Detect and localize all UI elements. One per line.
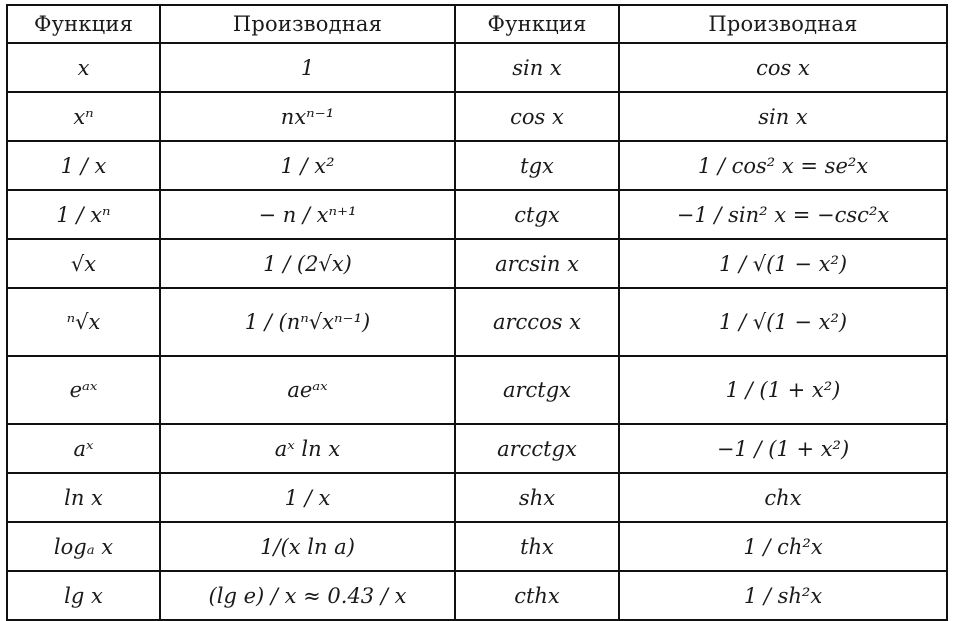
function-cell: thx (455, 522, 619, 571)
derivative-cell: aeᵃˣ (160, 356, 455, 424)
function-cell: cthx (455, 571, 619, 620)
function-cell: arcctgx (455, 424, 619, 473)
function-cell: 1 / xⁿ (7, 190, 160, 239)
derivative-cell: aˣ ln x (160, 424, 455, 473)
header-function: Функция (7, 5, 160, 43)
function-cell: shx (455, 473, 619, 522)
table-row (7, 239, 947, 288)
derivative-cell: sin x (619, 92, 947, 141)
table-row (7, 288, 947, 356)
derivative-cell: cos x (619, 43, 947, 92)
derivative-cell: 1 / (1 + x²) (619, 356, 947, 424)
derivative-cell: 1 / (2√x) (160, 239, 455, 288)
function-cell: tgx (455, 141, 619, 190)
table-row (7, 43, 947, 92)
derivative-cell: 1 (160, 43, 455, 92)
derivative-cell: 1 / (nⁿ√xⁿ⁻¹) (160, 288, 455, 356)
header-derivative: Производная (619, 5, 947, 43)
function-cell: x (7, 43, 160, 92)
table-row (7, 473, 947, 522)
derivative-cell: 1 / cos² x = se²x (619, 141, 947, 190)
table-row (7, 571, 947, 620)
table-row (7, 424, 947, 473)
function-cell: cos x (455, 92, 619, 141)
function-cell: logₐ x (7, 522, 160, 571)
header-function: Функция (455, 5, 619, 43)
function-cell: ctgx (455, 190, 619, 239)
derivative-cell: 1 / √(1 − x²) (619, 288, 947, 356)
derivative-cell: nxⁿ⁻¹ (160, 92, 455, 141)
function-cell: sin x (455, 43, 619, 92)
derivative-cell: 1 / ch²x (619, 522, 947, 571)
function-cell: aˣ (7, 424, 160, 473)
derivative-cell: (lg e) / x ≈ 0.43 / x (160, 571, 455, 620)
derivative-cell: 1 / √(1 − x²) (619, 239, 947, 288)
derivative-cell: −1 / sin² x = −csc²x (619, 190, 947, 239)
function-cell: xⁿ (7, 92, 160, 141)
derivative-cell: 1/(x ln a) (160, 522, 455, 571)
function-cell: arccos x (455, 288, 619, 356)
function-cell: eᵃˣ (7, 356, 160, 424)
function-cell: 1 / x (7, 141, 160, 190)
header-row (7, 5, 947, 43)
table-row (7, 141, 947, 190)
header-derivative: Производная (160, 5, 455, 43)
function-cell: ⁿ√x (7, 288, 160, 356)
derivative-cell: −1 / (1 + x²) (619, 424, 947, 473)
derivative-cell: 1 / x² (160, 141, 455, 190)
function-cell: arcsin x (455, 239, 619, 288)
table-row (7, 356, 947, 424)
table-row (7, 92, 947, 141)
derivative-cell: chx (619, 473, 947, 522)
derivative-cell: 1 / x (160, 473, 455, 522)
function-cell: arctgx (455, 356, 619, 424)
function-cell: lg x (7, 571, 160, 620)
derivative-table (6, 4, 948, 621)
function-cell: √x (7, 239, 160, 288)
derivative-cell: − n / xⁿ⁺¹ (160, 190, 455, 239)
derivative-cell: 1 / sh²x (619, 571, 947, 620)
table-row (7, 522, 947, 571)
table-row (7, 190, 947, 239)
table-body (7, 43, 947, 620)
function-cell: ln x (7, 473, 160, 522)
